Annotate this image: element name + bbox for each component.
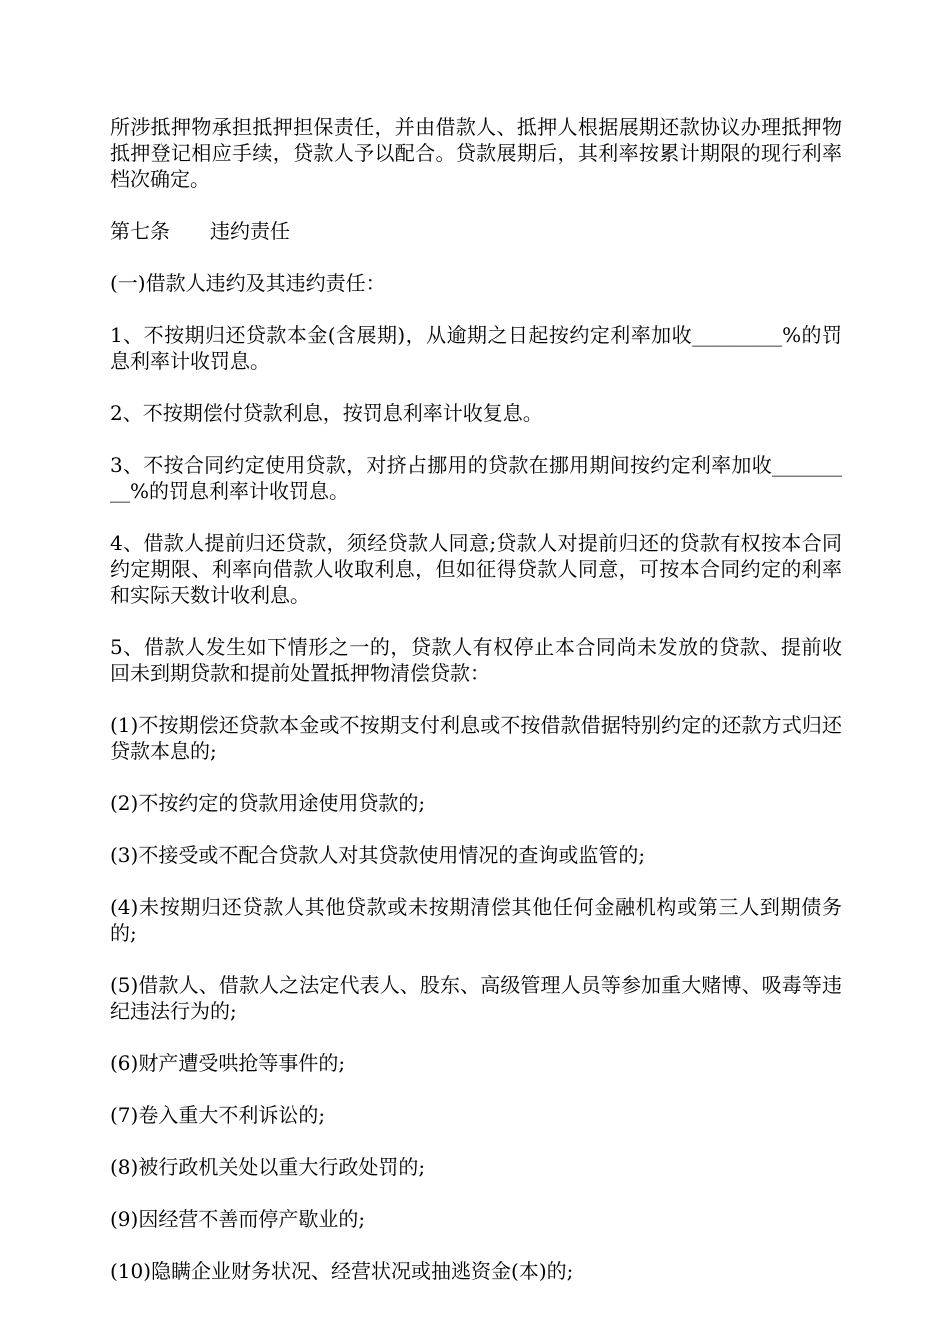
sub-clause-8: (8)被行政机关处以重大行政处罚的; [110, 1155, 426, 1179]
clause-5: 5、借款人发生如下情形之一的，贷款人有权停止本合同尚未发放的贷款、提前收回未到期贷款和提前处置抵押物清偿贷款： [110, 635, 842, 685]
clause-1: 1、不按期归还贷款本金(含展期)，从逾期之日起按约定利率加收_________%的罚息利率计收罚息。 [110, 323, 842, 373]
section-heading: (一)借款人违约及其违约责任： [110, 271, 386, 295]
intro-paragraph: 所涉抵押物承担抵押担保责任，并由借款人、抵押人根据展期还款协议办理抵押物抵押登记相应手续，贷款人予以配合。贷款展期后，其利率按累计期限的现行利率档次确定。 [110, 115, 842, 191]
clause-4: 4、借款人提前归还贷款，须经贷款人同意;贷款人对提前归还的贷款有权按本合同约定期限、利率向借款人收取利息，但如征得贷款人同意，可按本合同约定的利率和实际天数计收利息。 [110, 531, 842, 607]
sub-clause-10: (10)隐瞒企业财务状况、经营状况或抽逃资金(本)的; [110, 1259, 574, 1283]
sub-clause-1: (1)不按期偿还贷款本金或不按期支付利息或不按借款借据特别约定的还款方式归还贷款本息的; [110, 713, 842, 763]
document-page [110, 114, 842, 1310]
article-title: 违约责任 [210, 219, 290, 243]
sub-clause-4: (4)未按期归还贷款人其他贷款或未按期清偿其他任何金融机构或第三人到期债务的; [110, 895, 842, 945]
sub-clause-7: (7)卷入重大不利诉讼的; [110, 1103, 326, 1127]
article-number: 第七条 [110, 219, 170, 243]
sub-clause-6: (6)财产遭受哄抢等事件的; [110, 1051, 346, 1075]
clause-2: 2、不按期偿付贷款利息，按罚息利率计收复息。 [110, 401, 543, 425]
clause-3: 3、不按合同约定使用贷款，对挤占挪用的贷款在挪用期间按约定利率加收_________%的罚息利率计收罚息。 [110, 453, 842, 503]
article-heading [110, 218, 842, 244]
sub-clause-2: (2)不按约定的贷款用途使用贷款的; [110, 791, 426, 815]
sub-clause-9: (9)因经营不善而停产歇业的; [110, 1207, 366, 1231]
sub-clause-5: (5)借款人、借款人之法定代表人、股东、高级管理人员等参加重大赌博、吸毒等违纪违法行为的; [110, 973, 842, 1023]
sub-clause-3: (3)不接受或不配合贷款人对其贷款使用情况的查询或监管的; [110, 843, 646, 867]
